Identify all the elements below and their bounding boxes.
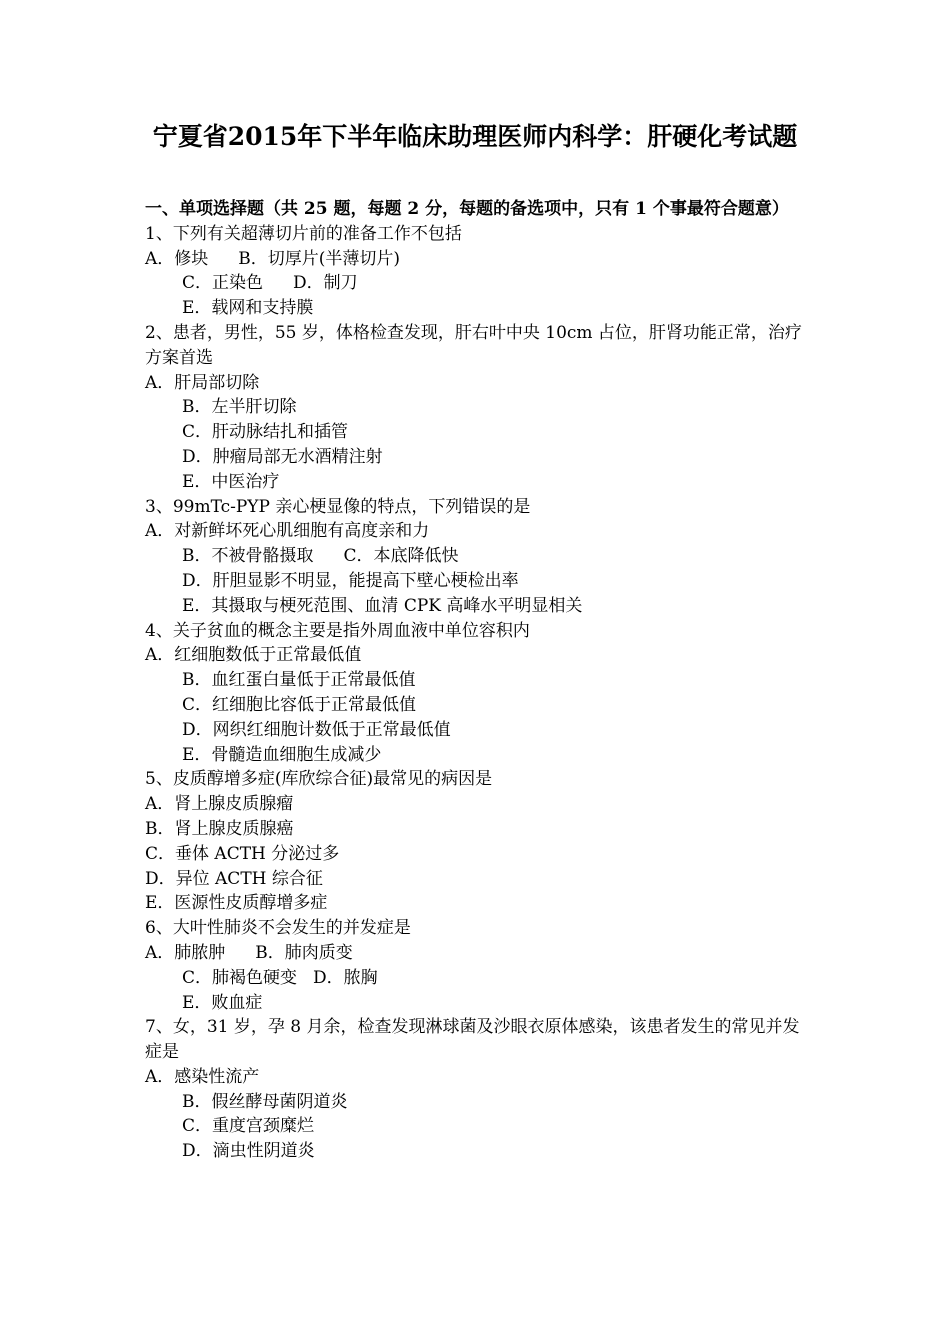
question-4-option-d: D．网织红细胞计数低于正常最低值 [182, 719, 451, 740]
question-4-option-c: C．红细胞比容低于正常最低值 [182, 694, 417, 715]
question-1-option-c: C．正染色 [182, 273, 264, 294]
question-4-option-a: A．红细胞数低于正常最低值 [145, 645, 362, 666]
question-3-stem: 3、99mTc-PYP 亲心梗显像的特点，下列错误的是 [145, 496, 531, 517]
question-4-option-b: B．血红蛋白量低于正常最低值 [182, 670, 416, 691]
question-6-stem: 6、大叶性肺炎不会发生的并发症是 [145, 918, 411, 939]
question-1-option-a: A．修块 [145, 248, 209, 269]
question-7-option-d: D．滴虫性阴道炎 [182, 1141, 315, 1162]
question-3-option-d: D．肝胆显影不明显，能提高下壁心梗检出率 [182, 570, 519, 591]
question-1-options-ab [145, 247, 810, 272]
question-2-option-c: C．肝动脉结扎和插管 [182, 422, 349, 443]
question-4-stem: 4、关子贫血的概念主要是指外周血液中单位容积内 [145, 620, 530, 641]
document-title: 宁夏省2015年下半年临床助理医师内科学：肝硬化考试题 [152, 122, 798, 151]
question-3-option-a: A．对新鲜坏死心肌细胞有高度亲和力 [145, 521, 430, 542]
question-2-option-a: A．肝局部切除 [145, 372, 260, 393]
question-2-option-e: E．中医治疗 [182, 471, 280, 492]
question-1-option-d: D．制刀 [293, 273, 358, 294]
question-1-options-cd [145, 271, 810, 296]
question-5-option-b: B．肾上腺皮质腺癌 [145, 818, 294, 839]
question-6-option-a: A．肺脓肿 [145, 942, 226, 963]
question-4-option-e: E．骨髓造血细胞生成减少 [182, 744, 382, 765]
question-6-option-d: D．脓胸 [313, 967, 378, 988]
question-5-option-a: A．肾上腺皮质腺瘤 [145, 794, 294, 815]
question-2-stem: 2、患者，男性，55 岁，体格检查发现，肝右叶中央 10cm 占位，肝肾功能正常，治疗方案首选 [145, 322, 802, 368]
question-7-option-c: C．重度宫颈糜烂 [182, 1116, 315, 1137]
question-1-option-b: B．切厚片(半薄切片) [238, 248, 401, 269]
question-6-option-b: B．肺肉质变 [255, 942, 353, 963]
question-5-option-c: C．垂体 ACTH 分泌过多 [145, 843, 340, 864]
question-3-options-bc [145, 544, 810, 569]
question-6-option-c: C．肺褐色硬变 [182, 967, 298, 988]
question-3-option-b: B．不被骨骼摄取 [182, 546, 314, 567]
question-1-option-e: E．载网和支持膜 [182, 298, 314, 319]
question-5-option-e: E．医源性皮质醇增多症 [145, 893, 328, 914]
question-5-option-d: D．异位 ACTH 综合征 [145, 868, 323, 889]
question-2-option-d: D．肿瘤局部无水酒精注射 [182, 446, 383, 467]
question-1-stem: 1、下列有关超薄切片前的准备工作不包括 [145, 223, 462, 244]
section-heading: 一、单项选择题（共 25 题，每题 2 分，每题的备选项中，只有 1 个事最符合题意） [145, 199, 789, 219]
question-7-stem: 7、女，31 岁，孕 8 月余，检查发现淋球菌及沙眼衣原体感染，该患者发生的常见并发症是 [145, 1017, 800, 1063]
question-2-option-b: B．左半肝切除 [182, 397, 297, 418]
question-6-option-e: E．败血症 [182, 992, 263, 1013]
question-list [145, 197, 810, 1164]
question-7-option-a: A．感染性流产 [145, 1066, 260, 1087]
question-3-option-e: E．其摄取与梗死范围、血清 CPK 高峰水平明显相关 [182, 595, 583, 616]
question-6-options-cd [145, 966, 810, 991]
question-6-options-ab [145, 941, 810, 966]
question-5-stem: 5、皮质醇增多症(库欣综合征)最常见的病因是 [145, 769, 493, 790]
question-3-option-c: C．本底降低快 [343, 546, 459, 567]
question-7-option-b: B．假丝酵母菌阴道炎 [182, 1091, 348, 1112]
